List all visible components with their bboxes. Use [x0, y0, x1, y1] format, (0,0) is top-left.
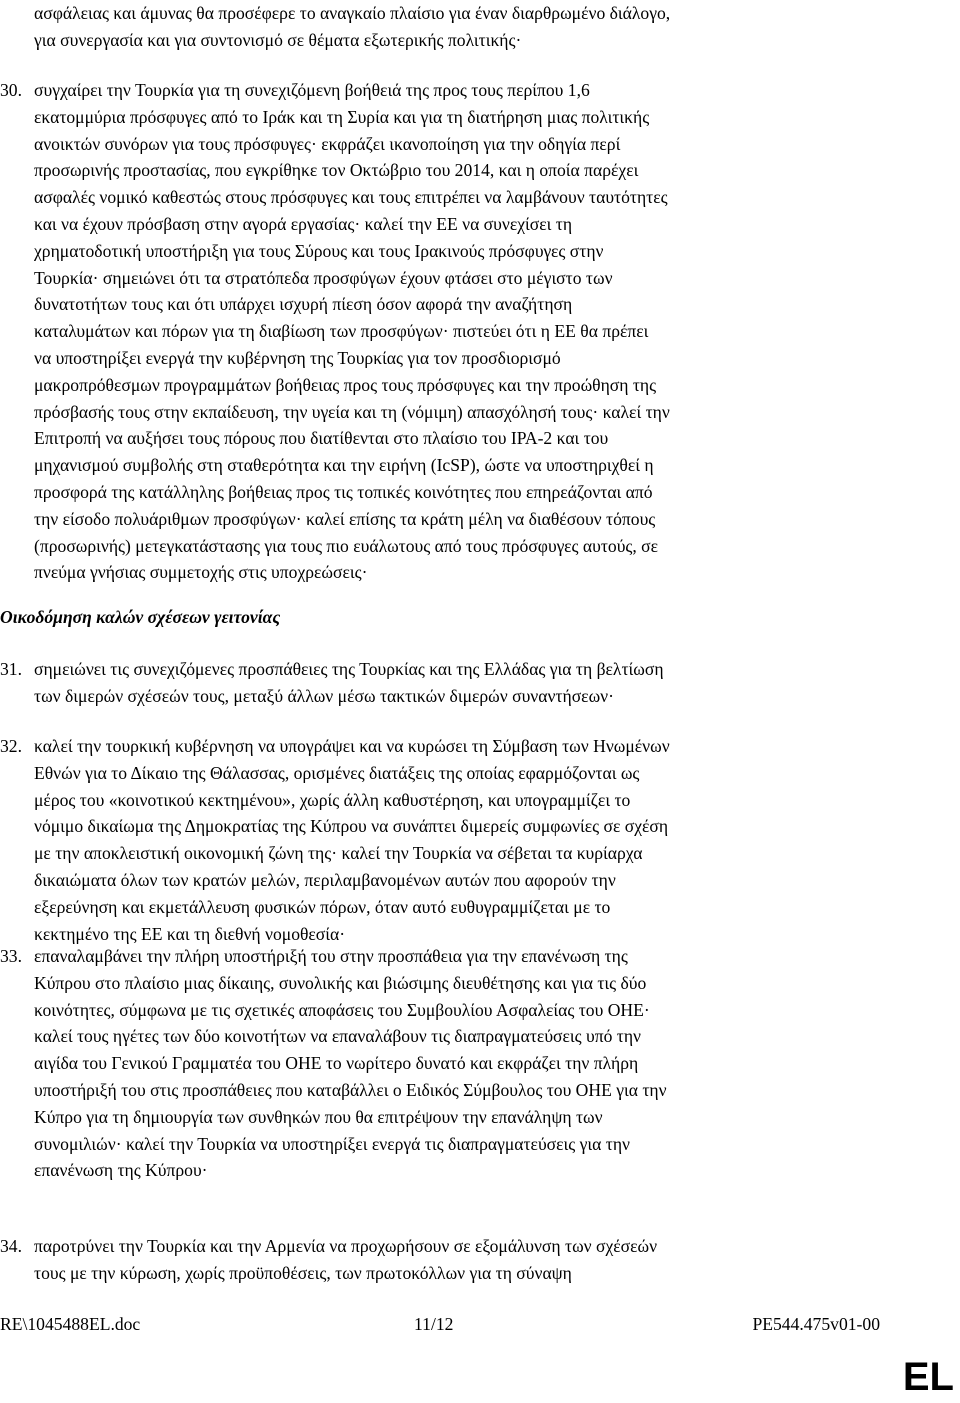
p31-line: σημειώνει τις συνεχιζόμενες προσπάθειες της Τουρκίας και της Ελλάδας για τη βελτίωση — [34, 659, 664, 679]
p30-line: πρόσβασής τους στην εκπαίδευση, την υγεία και τη (νόμιμη) απασχόλησή τους· καλεί την — [34, 401, 670, 422]
p30-line: ανοικτών συνόρων για τους πρόσφυγες· εκφράζει ικανοποίηση για την οδηγία περί — [34, 133, 621, 154]
p33-line: υποστήριξή του στις προσπάθειες που καταβάλλει ο Ειδικός Σύμβουλος του ΟΗΕ για την — [34, 1079, 667, 1100]
p30-line: προσωρινής προστασίας, που εγκρίθηκε τον Οκτώβριο του 2014, και η οποία παρέχει — [34, 160, 639, 181]
paragraph-number-32: 32. — [0, 736, 22, 756]
language-code-badge: EL — [902, 1355, 954, 1399]
paragraph-number-30: 30. — [0, 80, 22, 100]
p30-line: μηχανισμού συμβολής στη σταθερότητα και την ειρήνη (IcSP), ώστε να υποστηριχθεί η — [34, 455, 654, 476]
p32-line: Εθνών για το Δίκαιο της Θάλασσας, ορισμένες διατάξεις της οποίας εφαρμόζονται ως — [34, 762, 640, 783]
p33-line: Κύπρο για τη δημιουργία των συνθηκών που θα επιτρέψουν την επανάληψη των — [34, 1106, 603, 1127]
paragraph-number-33: 33. — [0, 946, 22, 966]
paragraph-32 — [34, 733, 884, 947]
p30-line: δυνατοτήτων τους και ότι υπάρχει ισχυρή πίεση όσον αφορά την αναζήτηση — [34, 294, 573, 315]
p30-line: μακροπρόθεσμων προγραμμάτων βοήθειας προς τους πρόσφυγες και την προώθηση της — [34, 374, 657, 395]
p30-line: να υποστηρίξει ενεργά την κυβέρνηση της Τουρκίας για τον προσδιορισμό — [34, 347, 561, 368]
p32-line: νόμιμο δικαίωμα της Δημοκρατίας της Κύπρου να συνάπτει διμερείς συμφωνίες σε σχέση — [34, 816, 669, 837]
p30-line: (προσωρινής) μετεγκατάστασης για τους πιο ευάλωτους από τους πρόσφυγες αυτούς, σε — [34, 535, 659, 556]
p30-line: εκατομμύρια πρόσφυγες από το Ιράκ και τη Συρία και για τη διατήρηση μιας πολιτικής — [34, 106, 650, 127]
p30-line: Τουρκία· σημειώνει ότι τα στρατόπεδα προσφύγων έχουν φτάσει στο μέγιστο των — [34, 267, 613, 288]
p30-line: την είσοδο πολυάριθμων προσφύγων· καλεί επίσης τα κράτη μέλη να διαθέσουν τόπους — [34, 508, 656, 529]
p32-line: μέρος του «κοινοτικού κεκτημένου», χωρίς άλλη καθυστέρηση, και υπογραμμίζει το — [34, 789, 631, 810]
p32-line: δικαιώματα όλων των κρατών μελών, περιλαμβανομένων αυτών που αφορούν την — [34, 869, 616, 890]
p33-line: καλεί τους ηγέτες των δύο κοινοτήτων να επαναλάβουν τις διαπραγματεύσεις υπό την — [34, 1026, 642, 1047]
intro-line: ασφάλειας και άμυνας θα προσέφερε το αναγκαίο πλαίσιο για έναν διαρθρωμένο διάλογο, — [34, 3, 671, 23]
p30-line: προσφορά της κατάλληλης βοήθειας προς τις τοπικές κοινότητες που επηρεάζονται από — [34, 481, 653, 502]
p34-line: τους με την κύρωση, χωρίς προϋποθέσεις, των πρωτοκόλλων για τη σύναψη — [34, 1262, 572, 1283]
p33-line: συνομιλιών· καλεί την Τουρκία να υποστηρίξει ενεργά τις διαπραγματεύσεις για την — [34, 1133, 630, 1154]
p30-line: συγχαίρει την Τουρκία για τη συνεχιζόμενη βοήθειά της προς τους περίπου 1,6 — [34, 80, 590, 100]
paragraph-number-31: 31. — [0, 659, 22, 679]
section-heading: Οικοδόμηση καλών σχέσεων γειτονίας — [0, 607, 281, 627]
intro-line: για συνεργασία και για συντονισμό σε θέματα εξωτερικής πολιτικής· — [34, 29, 522, 50]
intro-paragraph — [34, 0, 884, 54]
paragraph-number-34: 34. — [0, 1236, 22, 1256]
paragraph-30 — [34, 77, 884, 586]
p33-line: Κύπρου στο πλαίσιο μιας δίκαιης, συνολικής και βιώσιμης διευθέτησης και για τις δύο — [34, 972, 647, 993]
paragraph-31 — [34, 656, 884, 710]
p30-line: χρηματοδοτική υποστήριξη για τους Σύρους και τους Ιρακινούς πρόσφυγες στην — [34, 240, 604, 261]
p30-line: πνεύμα γνήσιας συμμετοχής στις υποχρεώσεις· — [34, 562, 368, 583]
p33-line: επανένωση της Κύπρου· — [34, 1160, 208, 1181]
footer-doc-ref: RE\1045488EL.doc — [0, 1314, 141, 1334]
p32-line: καλεί την τουρκική κυβέρνηση να υπογράψει και να κυρώσει τη Σύμβαση των Ηνωμένων — [34, 736, 670, 756]
p30-line: και να έχουν πρόσβαση στην αγορά εργασίας· καλεί την ΕΕ να συνεχίσει τη — [34, 213, 573, 234]
p30-line: καταλυμάτων και πόρων για τη διαβίωση των προσφύγων· πιστεύει ότι η ΕΕ θα πρέπει — [34, 321, 649, 342]
paragraph-34 — [34, 1233, 884, 1287]
paragraph-33 — [34, 943, 884, 1184]
p33-line: κοινότητες, σύμφωνα με τις σχετικές αποφάσεις του Συμβουλίου Ασφαλείας του ΟΗΕ· — [34, 999, 650, 1020]
p31-line: των διμερών σχέσεών τους, μεταξύ άλλων μέσω τακτικών διμερών συναντήσεων· — [34, 685, 614, 706]
p33-line: επαναλαμβάνει την πλήρη υποστήριξή του στην προσπάθεια για την επανένωση της — [34, 946, 628, 966]
footer-pe-ref: PE544.475v01-00 — [752, 1314, 880, 1334]
p30-line: Επιτροπή να αυξήσει τους πόρους που διατίθενται στο πλαίσιο του IPA-2 και του — [34, 428, 609, 449]
p34-line: παροτρύνει την Τουρκία και την Αρμενία να προχωρήσουν σε εξομάλυνση των σχέσεών — [34, 1236, 658, 1256]
footer-page-number: 11/12 — [414, 1314, 454, 1334]
p32-line: εξερεύνηση και εκμετάλλευση φυσικών πόρων, όταν αυτό ευθυγραμμίζεται με το — [34, 896, 611, 917]
p30-line: ασφαλές νομικό καθεστώς στους πρόσφυγες και τους επιτρέπει να λαμβάνουν ταυτότητες — [34, 187, 668, 208]
p32-line: με την αποκλειστική οικονομική ζώνη της· καλεί την Τουρκία να σέβεται τα κυρίαρχα — [34, 843, 643, 864]
p32-line: κεκτημένο της ΕΕ και τη διεθνή νομοθεσία· — [34, 923, 346, 944]
p33-line: αιγίδα του Γενικού Γραμματέα του ΟΗΕ το νωρίτερο δυνατό και εκφράζει την πλήρη — [34, 1053, 639, 1074]
